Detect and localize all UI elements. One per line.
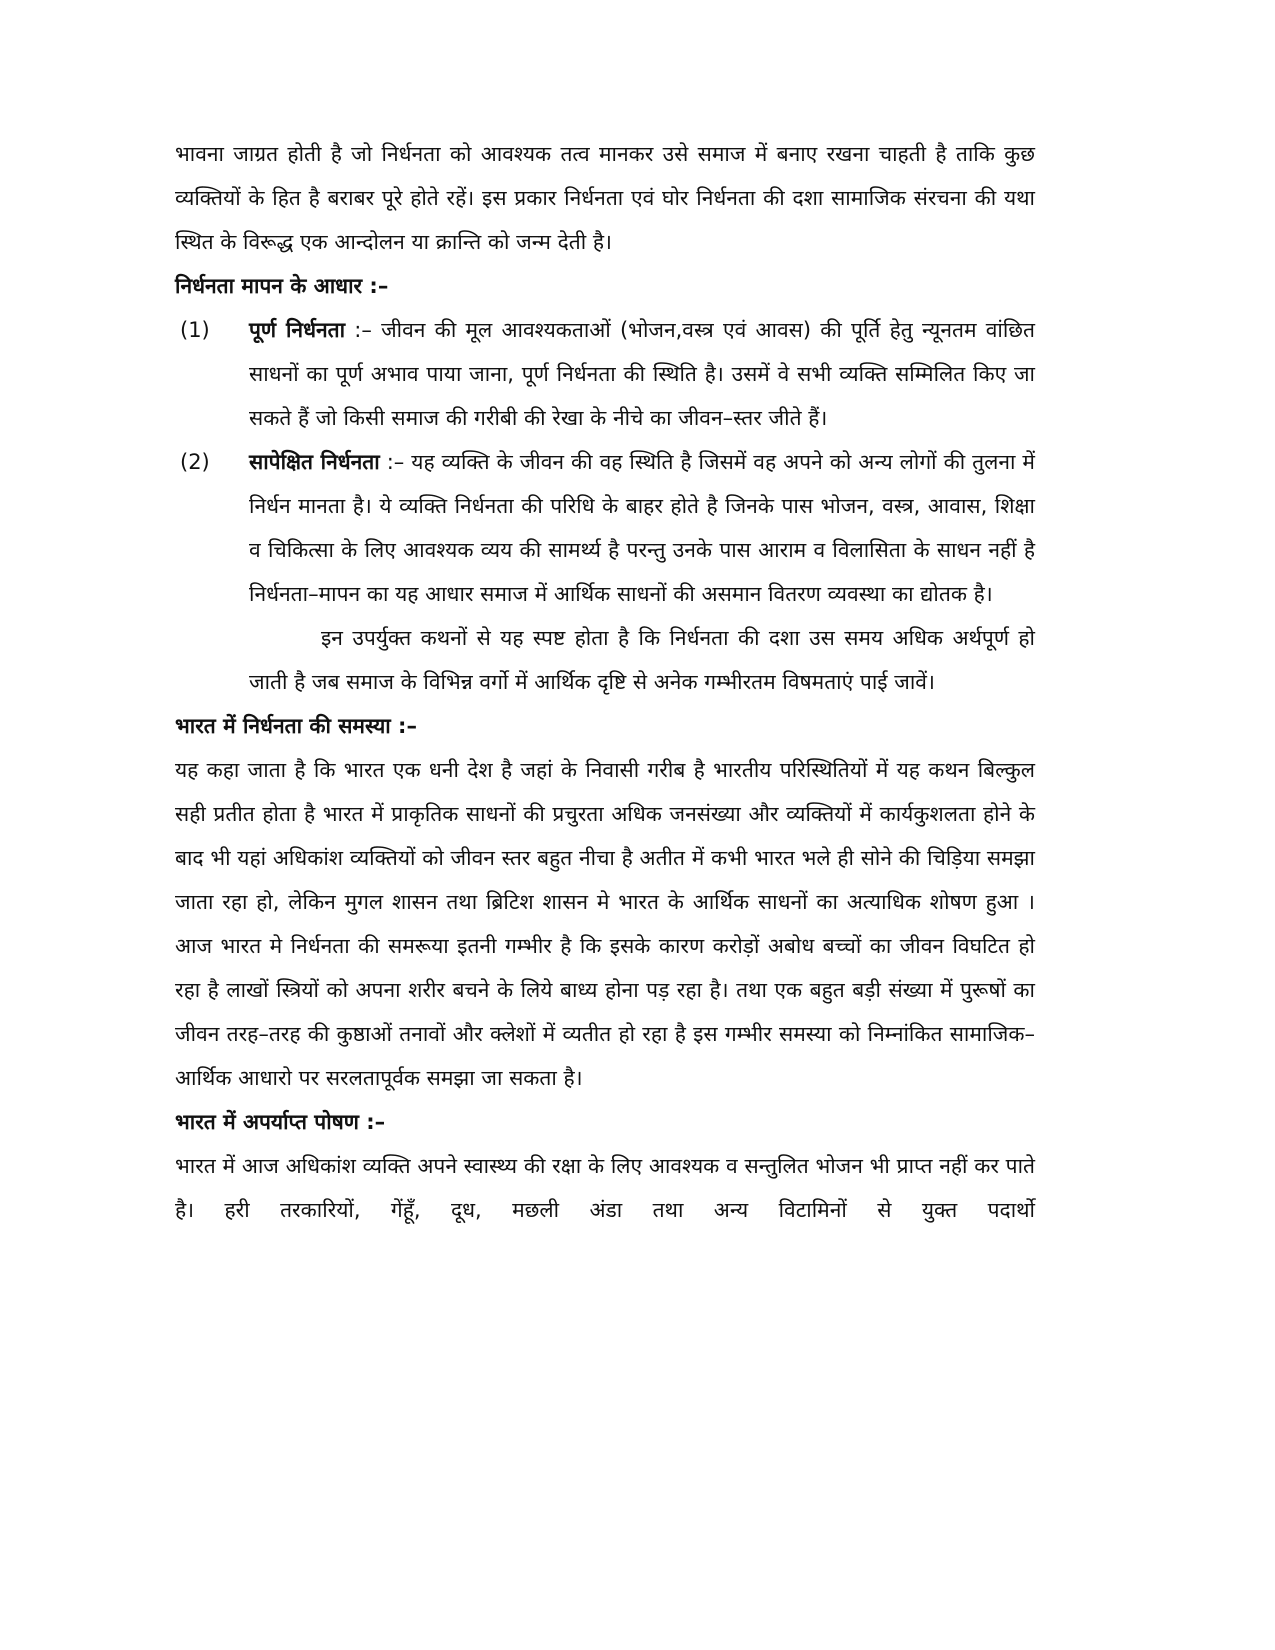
list-item-body	[249, 308, 1035, 440]
conclusion-paragraph: इन उपर्युक्त कथनों से यह स्पष्ट होता है कि निर्धनता की दशा उस समय अधिक अर्थपूर्ण हो जाती है जब समाज के विभिन्न वर्गो में आर्थिक दृष्टि से अनेक गम्भीरतम विषमताएं पाई जावें।	[249, 626, 1035, 694]
list-item-absolute-poverty	[175, 308, 1035, 440]
intro-paragraph: भावना जाग्रत होती है जो निर्धनता को आवश्यक तत्व मानकर उसे समाज में बनाए रखना चाहती है ताकि कुछ व्यक्तियों के हित है बराबर पूरे होते रहें। इस प्रकार निर्धनता एवं घोर निर्धनता की दशा सामाजिक संरचना की यथा स्थित के विरूद्ध एक आन्दोलन या क्रान्ति को जन्म देती है।	[175, 142, 1035, 254]
list-item-relative-poverty	[175, 440, 1035, 616]
list-item-term: सापेक्षित निर्धनता	[249, 450, 380, 474]
list-item-text: :– जीवन की मूल आवश्यकताओं (भोजन,वस्त्र एवं आवस) की पूर्ति हेतु न्यूनतम वांछित साधनों का पूर्ण अभाव पाया जाना, पूर्ण निर्धनता की स्थिति है। उसमें वे सभी व्यक्ति सम्मिलित किए जा सकते हैं जो किसी समाज की गरीबी की रेखा के नीचे का जीवन–स्तर जीते हैं।	[249, 318, 1035, 430]
list-item-text: :– यह व्यक्ति के जीवन की वह स्थिति है जिसमें वह अपने को अन्य लोगों की तुलना में निर्धन मानता है। ये व्यक्ति निर्धनता की परिधि के बाहर होते है जिनके पास भोजन, वस्त्र, आवास, शिक्षा व चिकित्सा के लिए आवश्यक व्यय की सामर्थ्य है परन्तु उनके पास आराम व विलासिता के साधन नहीं है निर्धनता–मापन का यह आधार समाज में आर्थिक साधनों की असमान वितरण व्यवस्था का द्योतक है।	[249, 450, 1035, 606]
list-item-term: पूर्ण निर्धनता	[249, 318, 346, 342]
list-number: (2)	[180, 450, 210, 474]
section-heading-poverty-in-india: भारत में निर्धनता की समस्या :–	[175, 714, 417, 738]
section-heading-malnutrition: भारत में अपर्याप्त पोषण :–	[175, 1110, 386, 1134]
section-heading-poverty-measurement: निर्धनता मापन के आधार :–	[175, 274, 389, 298]
list-number: (1)	[180, 318, 210, 342]
list-item-body	[249, 440, 1035, 616]
poverty-in-india-paragraph: यह कहा जाता है कि भारत एक धनी देश है जहां के निवासी गरीब है भारतीय परिस्थितियों में यह कथन बिल्कुल सही प्रतीत होता है भारत में प्राकृतिक साधनों की प्रचुरता अधिक जनसंख्या और व्यक्तियों में कार्यकुशलता होने के बाद भी यहां अधिकांश व्यक्तियों को जीवन स्तर बहुत नीचा है अतीत में कभी भारत भले ही सोने की चिड़िया समझा जाता रहा हो, लेकिन मुगल शासन तथा ब्रिटिश शासन मे भारत के आर्थिक साधनों का अत्याधिक शोषण हुआ । आज भारत मे निर्धनता की समरूया इतनी गम्भीर है कि इसके कारण करोड़ों अबोध बच्चों का जीवन विघटित हो रहा है लाखों स्त्रियों को अपना शरीर बचने के लिये बाध्य होना पड़ रहा है। तथा एक बहुत बड़ी संख्या में पुरूषों का जीवन तरह–तरह की कुष्ठाओं तनावों और क्लेशों में व्यतीत हो रहा है इस गम्भीर समस्या को निम्नांकित सामाजिक–आर्थिक आधारो पर सरलतापूर्वक समझा जा सकता है।	[175, 758, 1035, 1090]
document-page	[175, 132, 1035, 1232]
malnutrition-paragraph: भारत में आज अधिकांश व्यक्ति अपने स्वास्थ्य की रक्षा के लिए आवश्यक व सन्तुलित भोजन भी प्राप्त नहीं कर पाते है। हरी तरकारियों, गेंहूँ, दूध, मछली अंडा तथा अन्य विटामिनों से युक्त पदार्थो	[175, 1154, 1035, 1222]
